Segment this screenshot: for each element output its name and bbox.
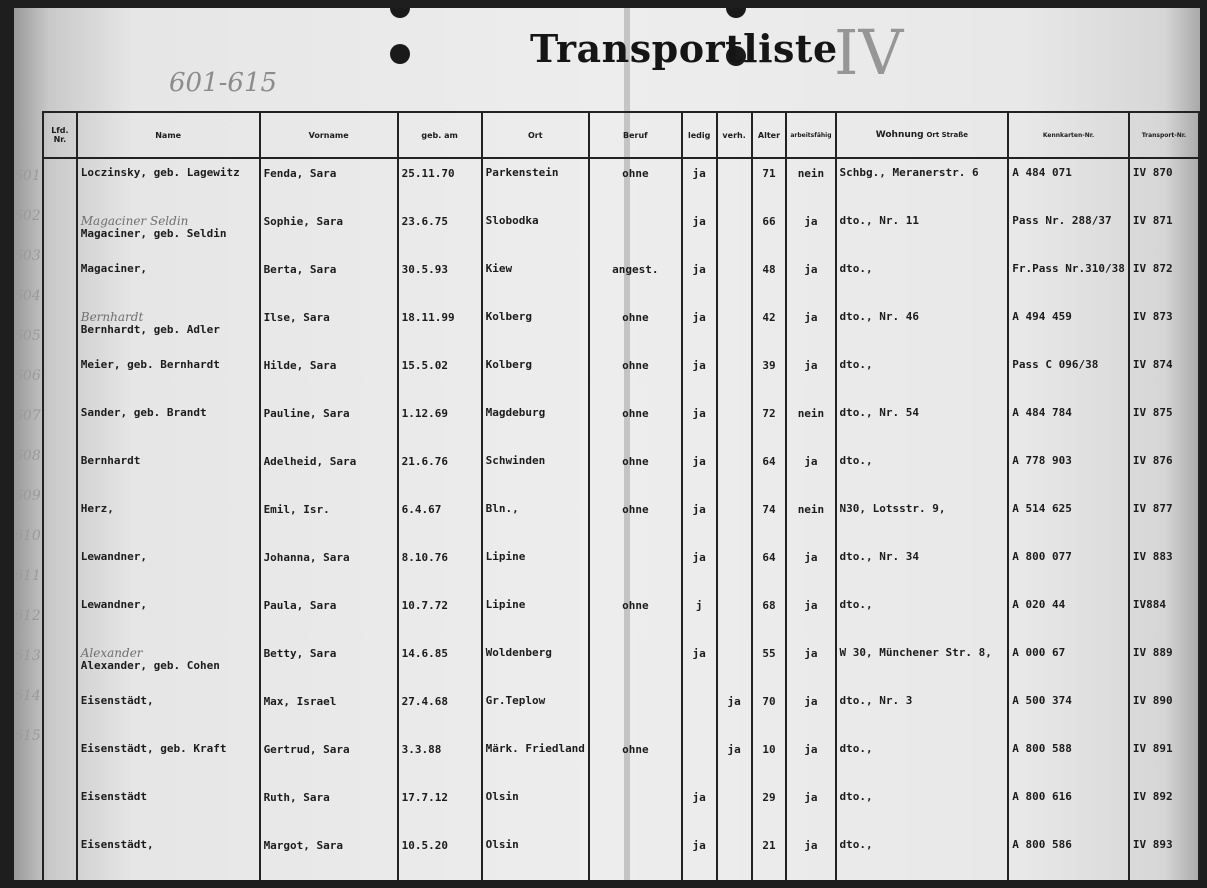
margin-number: 615 bbox=[14, 728, 41, 744]
empty-cell bbox=[717, 879, 752, 880]
cell-vorname: Paula, Sara bbox=[260, 591, 398, 639]
cell-arbeitsfaehig: ja bbox=[786, 639, 835, 687]
cell-alter: 29 bbox=[752, 783, 787, 831]
cell-beruf bbox=[589, 831, 682, 879]
cell-alter: 70 bbox=[752, 687, 787, 735]
cell-geb-am: 10.7.72 bbox=[398, 591, 482, 639]
cell-name bbox=[77, 495, 260, 543]
handwritten-annotation: Alexander bbox=[80, 646, 143, 660]
cell-kennkarte: Pass C 096/38 bbox=[1008, 351, 1129, 399]
cell-lfd-nr bbox=[43, 687, 77, 735]
empty-cell bbox=[43, 879, 77, 880]
table-body bbox=[43, 158, 1199, 880]
cell-geb-am: 6.4.67 bbox=[398, 495, 482, 543]
cell-vorname: Hilde, Sara bbox=[260, 351, 398, 399]
table-row bbox=[43, 639, 1199, 687]
cell-vorname: Betty, Sara bbox=[260, 639, 398, 687]
empty-cell bbox=[682, 879, 717, 880]
cell-name bbox=[77, 591, 260, 639]
cell-transport: IV 877 bbox=[1129, 495, 1199, 543]
cell-transport: IV884 bbox=[1129, 591, 1199, 639]
table-row bbox=[43, 447, 1199, 495]
cell-alter: 64 bbox=[752, 447, 787, 495]
cell-ledig: ja bbox=[682, 495, 717, 543]
punch-hole-top-right bbox=[726, 8, 746, 18]
cell-beruf: ohne bbox=[589, 399, 682, 447]
cell-arbeitsfaehig: ja bbox=[786, 735, 835, 783]
cell-verh: ja bbox=[717, 687, 752, 735]
empty-cell bbox=[260, 879, 398, 880]
cell-name bbox=[77, 447, 260, 495]
empty-cell bbox=[786, 879, 835, 880]
cell-geb-am: 30.5.93 bbox=[398, 255, 482, 303]
table-row bbox=[43, 783, 1199, 831]
cell-vorname: Max, Israel bbox=[260, 687, 398, 735]
cell-alter: 55 bbox=[752, 639, 787, 687]
cell-ledig: ja bbox=[682, 831, 717, 879]
cell-alter: 42 bbox=[752, 303, 787, 351]
cell-ort: Kolberg bbox=[482, 303, 589, 351]
cell-kennkarte: A 000 67 bbox=[1008, 639, 1129, 687]
cell-name bbox=[77, 639, 260, 687]
cell-beruf: ohne bbox=[589, 591, 682, 639]
cell-arbeitsfaehig: nein bbox=[786, 495, 835, 543]
cell-geb-am: 10.5.20 bbox=[398, 831, 482, 879]
cell-verh bbox=[717, 447, 752, 495]
cell-ledig: ja bbox=[682, 783, 717, 831]
name-text: Alexander, geb. Cohen bbox=[80, 658, 220, 672]
cell-transport: IV 876 bbox=[1129, 447, 1199, 495]
cell-verh bbox=[717, 207, 752, 255]
name-text: Sander, geb. Brandt bbox=[80, 406, 207, 419]
empty-cell bbox=[398, 879, 482, 880]
cell-transport: IV 875 bbox=[1129, 399, 1199, 447]
table-row bbox=[43, 831, 1199, 879]
cell-wohnung: dto., bbox=[836, 783, 1009, 831]
cell-ort: Olsin bbox=[482, 831, 589, 879]
table-row bbox=[43, 687, 1199, 735]
cell-ort: Märk. Friedland bbox=[482, 735, 589, 783]
cell-alter: 39 bbox=[752, 351, 787, 399]
cell-kennkarte: A 778 903 bbox=[1008, 447, 1129, 495]
margin-number: 602 bbox=[14, 208, 41, 224]
cell-geb-am: 25.11.70 bbox=[398, 158, 482, 207]
cell-kennkarte: A 800 586 bbox=[1008, 831, 1129, 879]
cell-lfd-nr bbox=[43, 399, 77, 447]
name-text: Eisenstädt, bbox=[80, 838, 154, 851]
margin-number: 614 bbox=[14, 688, 41, 704]
header-name: Name bbox=[77, 112, 260, 158]
cell-beruf bbox=[589, 639, 682, 687]
cell-lfd-nr bbox=[43, 639, 77, 687]
cell-geb-am: 3.3.88 bbox=[398, 735, 482, 783]
cell-wohnung: dto., Nr. 11 bbox=[836, 207, 1009, 255]
margin-number: 611 bbox=[14, 568, 41, 584]
cell-kennkarte: A 800 616 bbox=[1008, 783, 1129, 831]
cell-verh bbox=[717, 255, 752, 303]
cell-ledig: j bbox=[682, 591, 717, 639]
table-row bbox=[43, 735, 1199, 783]
cell-ledig: ja bbox=[682, 158, 717, 207]
cell-lfd-nr bbox=[43, 831, 77, 879]
cell-name bbox=[77, 543, 260, 591]
table-header-row bbox=[43, 112, 1199, 158]
cell-alter: 66 bbox=[752, 207, 787, 255]
cell-name bbox=[77, 831, 260, 879]
cell-verh: ja bbox=[717, 735, 752, 783]
punch-hole-top-left bbox=[390, 8, 410, 18]
table-row bbox=[43, 158, 1199, 207]
header-arbeitsfaehig: arbeitsfähig bbox=[786, 112, 835, 158]
table-row bbox=[43, 495, 1199, 543]
name-text: Eisenstädt, geb. Kraft bbox=[80, 742, 227, 755]
cell-name bbox=[77, 303, 260, 351]
cell-arbeitsfaehig: ja bbox=[786, 303, 835, 351]
cell-wohnung: dto., Nr. 3 bbox=[836, 687, 1009, 735]
header-geb-am: geb. am bbox=[398, 112, 482, 158]
cell-lfd-nr bbox=[43, 591, 77, 639]
cell-ort: Magdeburg bbox=[482, 399, 589, 447]
cell-lfd-nr bbox=[43, 495, 77, 543]
cell-transport: IV 871 bbox=[1129, 207, 1199, 255]
table-row bbox=[43, 207, 1199, 255]
name-text: Herz, bbox=[80, 502, 114, 515]
cell-beruf: ohne bbox=[589, 495, 682, 543]
cell-transport: IV 874 bbox=[1129, 351, 1199, 399]
cell-lfd-nr bbox=[43, 783, 77, 831]
cell-wohnung: dto., bbox=[836, 351, 1009, 399]
cell-ort: Woldenberg bbox=[482, 639, 589, 687]
cell-ort: Gr.Teplow bbox=[482, 687, 589, 735]
cell-vorname: Adelheid, Sara bbox=[260, 447, 398, 495]
cell-ort: Lipine bbox=[482, 591, 589, 639]
cell-ledig: ja bbox=[682, 447, 717, 495]
cell-wohnung: dto., bbox=[836, 831, 1009, 879]
name-text: Magaciner, bbox=[80, 262, 147, 275]
cell-ledig: ja bbox=[682, 255, 717, 303]
cell-alter: 64 bbox=[752, 543, 787, 591]
cell-transport: IV 872 bbox=[1129, 255, 1199, 303]
cell-lfd-nr bbox=[43, 447, 77, 495]
cell-name bbox=[77, 255, 260, 303]
empty-cell bbox=[836, 879, 1009, 880]
cell-ledig bbox=[682, 735, 717, 783]
cell-vorname: Emil, Isr. bbox=[260, 495, 398, 543]
cell-transport: IV 873 bbox=[1129, 303, 1199, 351]
cell-ort: Schwinden bbox=[482, 447, 589, 495]
handwritten-annotation: Bernhardt bbox=[80, 310, 144, 324]
table-row bbox=[43, 591, 1199, 639]
cell-arbeitsfaehig: ja bbox=[786, 255, 835, 303]
cell-geb-am: 14.6.85 bbox=[398, 639, 482, 687]
cell-arbeitsfaehig: ja bbox=[786, 447, 835, 495]
page-title: Transportliste bbox=[530, 26, 838, 71]
handwritten-annotation: Magaciner Seldin bbox=[80, 214, 189, 228]
cell-ort: Olsin bbox=[482, 783, 589, 831]
cell-kennkarte: A 484 071 bbox=[1008, 158, 1129, 207]
empty-cell bbox=[589, 879, 682, 880]
cell-wohnung: W 30, Münchener Str. 8, bbox=[836, 639, 1009, 687]
cell-vorname: Ilse, Sara bbox=[260, 303, 398, 351]
cell-arbeitsfaehig: nein bbox=[786, 158, 835, 207]
table-row bbox=[43, 351, 1199, 399]
cell-verh bbox=[717, 495, 752, 543]
name-text: Eisenstädt bbox=[80, 790, 147, 803]
cell-ort: Lipine bbox=[482, 543, 589, 591]
cell-ledig: ja bbox=[682, 351, 717, 399]
margin-numbers bbox=[14, 168, 42, 768]
cell-lfd-nr bbox=[43, 158, 77, 207]
cell-kennkarte: Pass Nr. 288/37 bbox=[1008, 207, 1129, 255]
cell-wohnung: dto., Nr. 54 bbox=[836, 399, 1009, 447]
cell-beruf bbox=[589, 543, 682, 591]
cell-ledig: ja bbox=[682, 207, 717, 255]
cell-arbeitsfaehig: ja bbox=[786, 351, 835, 399]
cell-kennkarte: A 800 077 bbox=[1008, 543, 1129, 591]
header-ort: Ort bbox=[482, 112, 589, 158]
cell-verh bbox=[717, 158, 752, 207]
cell-lfd-nr bbox=[43, 351, 77, 399]
name-text: Lewandner, bbox=[80, 550, 147, 563]
header-transport: Transport-Nr. bbox=[1129, 112, 1199, 158]
cell-geb-am: 8.10.76 bbox=[398, 543, 482, 591]
table-row bbox=[43, 255, 1199, 303]
margin-number: 603 bbox=[14, 248, 41, 264]
cell-beruf bbox=[589, 207, 682, 255]
table-row bbox=[43, 543, 1199, 591]
cell-beruf: ohne bbox=[589, 735, 682, 783]
cell-name bbox=[77, 207, 260, 255]
cell-kennkarte: A 514 625 bbox=[1008, 495, 1129, 543]
cell-vorname: Sophie, Sara bbox=[260, 207, 398, 255]
margin-number: 606 bbox=[14, 368, 41, 384]
cell-alter: 74 bbox=[752, 495, 787, 543]
cell-ort: Bln., bbox=[482, 495, 589, 543]
cell-wohnung: N30, Lotsstr. 9, bbox=[836, 495, 1009, 543]
cell-beruf: ohne bbox=[589, 447, 682, 495]
margin-number: 612 bbox=[14, 608, 41, 624]
empty-cell bbox=[1129, 879, 1199, 880]
cell-name bbox=[77, 158, 260, 207]
cell-ort: Kiew bbox=[482, 255, 589, 303]
cell-arbeitsfaehig: ja bbox=[786, 831, 835, 879]
header-verh: verh. bbox=[717, 112, 752, 158]
cell-wohnung: dto., bbox=[836, 735, 1009, 783]
handwritten-range: 601-615 bbox=[169, 68, 278, 98]
cell-transport: IV 891 bbox=[1129, 735, 1199, 783]
cell-ledig: ja bbox=[682, 543, 717, 591]
cell-transport: IV 870 bbox=[1129, 158, 1199, 207]
cell-vorname: Ruth, Sara bbox=[260, 783, 398, 831]
cell-kennkarte: A 494 459 bbox=[1008, 303, 1129, 351]
cell-kennkarte: A 800 588 bbox=[1008, 735, 1129, 783]
cell-ort: Kolberg bbox=[482, 351, 589, 399]
name-text: Magaciner, geb. Seldin bbox=[80, 226, 227, 240]
empty-cell bbox=[77, 879, 260, 880]
cell-name bbox=[77, 783, 260, 831]
cell-alter: 21 bbox=[752, 831, 787, 879]
cell-alter: 10 bbox=[752, 735, 787, 783]
cell-kennkarte: A 500 374 bbox=[1008, 687, 1129, 735]
cell-ort: Slobodka bbox=[482, 207, 589, 255]
cell-beruf: angest. bbox=[589, 255, 682, 303]
header-kennkarte: Kennkarten-Nr. bbox=[1008, 112, 1129, 158]
cell-geb-am: 17.7.12 bbox=[398, 783, 482, 831]
cell-alter: 68 bbox=[752, 591, 787, 639]
cell-verh bbox=[717, 543, 752, 591]
cell-ledig bbox=[682, 687, 717, 735]
cell-vorname: Gertrud, Sara bbox=[260, 735, 398, 783]
name-text: Meier, geb. Bernhardt bbox=[80, 358, 220, 371]
cell-arbeitsfaehig: nein bbox=[786, 399, 835, 447]
cell-geb-am: 1.12.69 bbox=[398, 399, 482, 447]
header-ledig: ledig bbox=[682, 112, 717, 158]
roman-numeral: IV bbox=[834, 16, 904, 89]
cell-name bbox=[77, 351, 260, 399]
cell-beruf bbox=[589, 687, 682, 735]
table-row-empty bbox=[43, 879, 1199, 880]
cell-verh bbox=[717, 639, 752, 687]
cell-vorname: Fenda, Sara bbox=[260, 158, 398, 207]
cell-alter: 48 bbox=[752, 255, 787, 303]
cell-beruf: ohne bbox=[589, 158, 682, 207]
cell-geb-am: 21.6.76 bbox=[398, 447, 482, 495]
cell-ledig: ja bbox=[682, 303, 717, 351]
name-text: Bernhardt, geb. Adler bbox=[80, 322, 220, 336]
cell-arbeitsfaehig: ja bbox=[786, 687, 835, 735]
cell-arbeitsfaehig: ja bbox=[786, 207, 835, 255]
header-beruf: Beruf bbox=[589, 112, 682, 158]
cell-vorname: Margot, Sara bbox=[260, 831, 398, 879]
cell-wohnung: dto., Nr. 34 bbox=[836, 543, 1009, 591]
cell-vorname: Pauline, Sara bbox=[260, 399, 398, 447]
cell-verh bbox=[717, 783, 752, 831]
cell-beruf: ohne bbox=[589, 303, 682, 351]
margin-number: 605 bbox=[14, 328, 41, 344]
header-lfd-nr: Lfd. Nr. bbox=[43, 112, 77, 158]
table-row bbox=[43, 399, 1199, 447]
margin-number: 613 bbox=[14, 648, 41, 664]
empty-cell bbox=[1008, 879, 1129, 880]
empty-cell bbox=[752, 879, 787, 880]
cell-lfd-nr bbox=[43, 735, 77, 783]
margin-number: 607 bbox=[14, 408, 41, 424]
cell-lfd-nr bbox=[43, 543, 77, 591]
name-text: Loczinsky, geb. Lagewitz bbox=[80, 166, 240, 179]
cell-geb-am: 27.4.68 bbox=[398, 687, 482, 735]
cell-ledig: ja bbox=[682, 399, 717, 447]
cell-verh bbox=[717, 303, 752, 351]
margin-number: 608 bbox=[14, 448, 41, 464]
cell-wohnung: dto., bbox=[836, 255, 1009, 303]
cell-ort: Parkenstein bbox=[482, 158, 589, 207]
cell-wohnung: dto., Nr. 46 bbox=[836, 303, 1009, 351]
cell-lfd-nr bbox=[43, 303, 77, 351]
cell-name bbox=[77, 735, 260, 783]
cell-beruf: ohne bbox=[589, 351, 682, 399]
name-text: Eisenstädt, bbox=[80, 694, 154, 707]
cell-geb-am: 15.5.02 bbox=[398, 351, 482, 399]
header-wohnung-ort: Ort bbox=[926, 131, 940, 139]
margin-number: 609 bbox=[14, 488, 41, 504]
header-wohnung bbox=[836, 112, 1009, 158]
cell-verh bbox=[717, 591, 752, 639]
cell-verh bbox=[717, 351, 752, 399]
margin-number: 601 bbox=[14, 168, 41, 184]
header-wohnung-title: Wohnung bbox=[875, 130, 924, 140]
cell-arbeitsfaehig: ja bbox=[786, 543, 835, 591]
cell-transport: IV 890 bbox=[1129, 687, 1199, 735]
cell-vorname: Berta, Sara bbox=[260, 255, 398, 303]
cell-vorname: Johanna, Sara bbox=[260, 543, 398, 591]
cell-lfd-nr bbox=[43, 255, 77, 303]
cell-arbeitsfaehig: ja bbox=[786, 783, 835, 831]
cell-kennkarte: A 020 44 bbox=[1008, 591, 1129, 639]
cell-wohnung: Schbg., Meranerstr. 6 bbox=[836, 158, 1009, 207]
cell-beruf bbox=[589, 783, 682, 831]
cell-geb-am: 18.11.99 bbox=[398, 303, 482, 351]
document-sheet bbox=[14, 8, 1200, 880]
cell-transport: IV 889 bbox=[1129, 639, 1199, 687]
table-row bbox=[43, 303, 1199, 351]
cell-wohnung: dto., bbox=[836, 591, 1009, 639]
cell-alter: 71 bbox=[752, 158, 787, 207]
cell-geb-am: 23.6.75 bbox=[398, 207, 482, 255]
name-text: Lewandner, bbox=[80, 598, 147, 611]
cell-transport: IV 893 bbox=[1129, 831, 1199, 879]
cell-name bbox=[77, 687, 260, 735]
cell-verh bbox=[717, 399, 752, 447]
header-alter: Alter bbox=[752, 112, 787, 158]
cell-kennkarte: A 484 784 bbox=[1008, 399, 1129, 447]
header-vorname: Vorname bbox=[260, 112, 398, 158]
cell-kennkarte: Fr.Pass Nr.310/38 bbox=[1008, 255, 1129, 303]
header-wohnung-sub bbox=[926, 131, 968, 139]
cell-transport: IV 892 bbox=[1129, 783, 1199, 831]
cell-transport: IV 883 bbox=[1129, 543, 1199, 591]
cell-ledig: ja bbox=[682, 639, 717, 687]
cell-lfd-nr bbox=[43, 207, 77, 255]
cell-verh bbox=[717, 831, 752, 879]
transport-table bbox=[42, 111, 1200, 880]
name-text: Bernhardt bbox=[80, 454, 141, 467]
margin-number: 610 bbox=[14, 528, 41, 544]
punch-hole-left bbox=[390, 44, 410, 64]
cell-wohnung: dto., bbox=[836, 447, 1009, 495]
empty-cell bbox=[482, 879, 589, 880]
cell-name bbox=[77, 399, 260, 447]
header-wohnung-strasse: Straße bbox=[941, 131, 968, 139]
cell-alter: 72 bbox=[752, 399, 787, 447]
margin-number: 604 bbox=[14, 288, 41, 304]
cell-arbeitsfaehig: ja bbox=[786, 591, 835, 639]
